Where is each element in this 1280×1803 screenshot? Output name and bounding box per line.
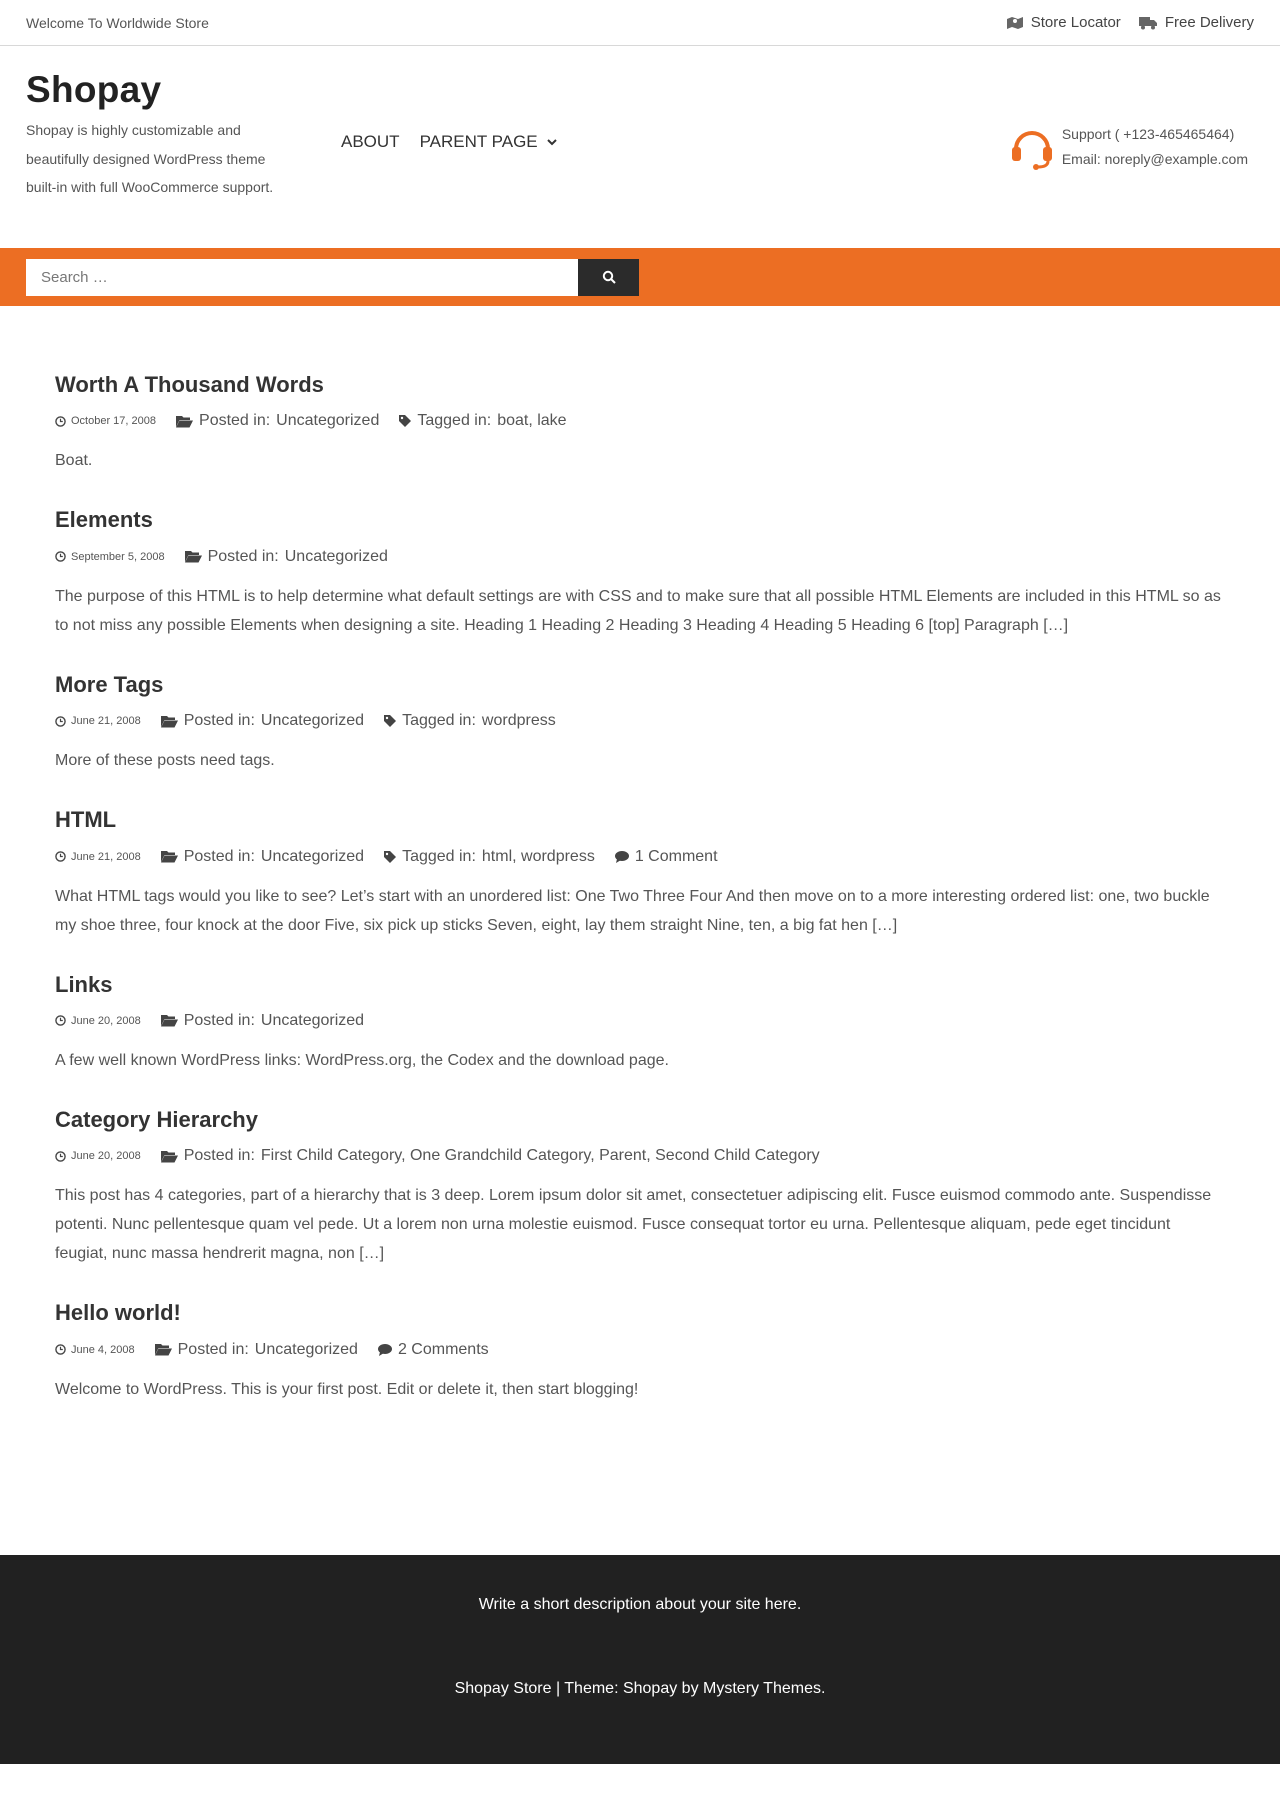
site-title[interactable]: Shopay [26, 69, 162, 110]
post-comments-link[interactable] [615, 848, 718, 866]
site-description: Shopay is highly customizable and beautifully designed WordPress theme built-in with full WooCommerce support. [26, 122, 274, 196]
post-excerpt: Boat. [55, 452, 93, 470]
post [55, 807, 1225, 939]
posts-list [0, 306, 1280, 1555]
post [55, 372, 1225, 475]
category-link[interactable]: Uncategorized [260, 1011, 365, 1029]
post-date[interactable] [55, 1344, 135, 1356]
post-date[interactable] [55, 415, 156, 427]
post-title[interactable]: HTML [55, 807, 117, 833]
top-bar-links [1007, 14, 1254, 31]
post-excerpt: Welcome to WordPress. This is your first post. Edit or delete it, then start blogging! [55, 1380, 639, 1398]
category-link[interactable]: First Child Category, One Grandchild Category, Parent, Second Child Category [260, 1147, 820, 1165]
post-date-text: September 5, 2008 [71, 550, 165, 563]
headset-icon [1008, 123, 1056, 171]
post-tags [399, 412, 566, 430]
free-delivery-label: Free Delivery [1164, 14, 1254, 31]
post-meta [55, 1012, 1225, 1030]
post-comments-link[interactable] [378, 1341, 489, 1359]
category-link[interactable]: Uncategorized [260, 847, 365, 865]
tagged-in-label: Tagged in: [402, 847, 476, 865]
category-link[interactable]: Uncategorized [254, 1340, 358, 1358]
post-categories [161, 848, 364, 866]
support-info [1008, 122, 1248, 172]
folder-open-icon [176, 415, 193, 428]
category-link[interactable]: Uncategorized [284, 547, 388, 565]
tag-icon [384, 851, 396, 863]
tag-link[interactable]: html, wordpress [481, 847, 595, 865]
post-excerpt: More of these posts need tags. [55, 752, 275, 770]
post-date-text: June 21, 2008 [71, 715, 141, 728]
post-title[interactable]: Category Hierarchy [55, 1106, 258, 1132]
clock-icon [55, 1015, 66, 1026]
support-phone: Support ( +123-465465464) [1061, 126, 1235, 142]
folder-open-icon [161, 715, 178, 728]
post-date-text: June 20, 2008 [71, 1150, 141, 1163]
clock-icon [55, 551, 66, 562]
site-footer [0, 1555, 1280, 1764]
post-date[interactable] [55, 1150, 141, 1162]
post-categories [185, 548, 388, 566]
main-navigation [341, 132, 558, 152]
tag-icon [384, 715, 396, 727]
footer-copyright: Shopay Store | Theme: Shopay by Mystery Themes. [454, 1680, 826, 1697]
comment-icon [615, 851, 629, 863]
posted-in-label: Posted in: [177, 1340, 249, 1358]
post-categories [176, 412, 379, 430]
post [55, 672, 1225, 775]
footer-description: Write a short description about your site here. [478, 1596, 802, 1613]
map-icon [1007, 16, 1023, 30]
truck-icon [1139, 16, 1157, 30]
store-locator-link[interactable] [1007, 14, 1121, 31]
post-date-text: June 20, 2008 [71, 1014, 141, 1027]
post-categories [161, 712, 364, 730]
post-title[interactable]: Hello world! [55, 1300, 181, 1326]
site-branding [26, 68, 286, 202]
posted-in-label: Posted in: [183, 712, 255, 730]
comments-count: 2 Comments [397, 1340, 489, 1358]
post-title[interactable]: More Tags [55, 671, 164, 697]
search-form [26, 259, 639, 296]
post-date[interactable] [55, 715, 141, 727]
tagged-in-label: Tagged in: [417, 412, 492, 430]
post-excerpt: The purpose of this HTML is to help determine what default settings are with CSS and to make sure that all possible HTML Elements are included in this HTML so as to not miss any possible Elements when designing a site. Heading 1 Heading 2 Heading 3 Heading 4 Heading 5 Heading 6 [top] Paragraph […] [55, 587, 1221, 634]
post-date-text: June 4, 2008 [71, 1343, 135, 1356]
free-delivery-link[interactable] [1139, 14, 1254, 31]
nav-item-about[interactable] [341, 132, 400, 152]
clock-icon [55, 851, 66, 862]
tag-link[interactable]: boat, lake [497, 412, 567, 430]
category-link[interactable]: Uncategorized [276, 412, 380, 430]
posted-in-label: Posted in: [183, 1147, 255, 1165]
post-meta [55, 412, 1225, 430]
post-title[interactable]: Worth A Thousand Words [55, 372, 324, 397]
search-input[interactable] [26, 259, 578, 296]
post-categories [161, 1012, 364, 1030]
folder-open-icon [161, 850, 178, 863]
tag-link[interactable]: wordpress [481, 712, 556, 730]
top-bar [0, 0, 1280, 46]
post-tags [384, 848, 595, 866]
store-locator-label: Store Locator [1030, 14, 1121, 31]
tagged-in-label: Tagged in: [402, 712, 476, 730]
post-title[interactable]: Elements [55, 507, 153, 533]
post-meta [55, 1341, 1225, 1359]
post-categories [161, 1147, 820, 1165]
post-meta [55, 848, 1225, 866]
post-excerpt: What HTML tags would you like to see? Let’s start with an unordered list: One Two Three Four And then move on to a more interesting ordered list: one, two buckle my shoe three, four knock at the door Five, six pick up sticks Seven, eight, lay them straight Nine, ten, a big fat hen […] [55, 887, 1210, 934]
post [55, 972, 1225, 1075]
folder-open-icon [161, 1150, 178, 1163]
post-date[interactable] [55, 851, 141, 863]
welcome-text: Welcome To Worldwide Store [26, 14, 209, 31]
post [55, 1300, 1225, 1403]
folder-open-icon [185, 550, 202, 563]
search-button[interactable] [578, 259, 639, 296]
support-lines [1062, 122, 1248, 172]
clock-icon [55, 1344, 66, 1355]
clock-icon [55, 416, 66, 427]
post-date[interactable] [55, 1015, 141, 1027]
category-link[interactable]: Uncategorized [260, 712, 365, 730]
nav-item-parent-page[interactable] [420, 132, 558, 152]
nav-item-label: PARENT PAGE [419, 132, 538, 151]
search-bar [0, 248, 1280, 306]
site-header [0, 46, 1280, 248]
tag-icon [399, 415, 411, 427]
post-excerpt: A few well known WordPress links: WordPress.org, the Codex and the download page. [55, 1051, 669, 1069]
post-date-text: October 17, 2008 [71, 415, 157, 428]
post [55, 507, 1225, 639]
chevron-down-icon [546, 136, 558, 148]
search-icon [602, 270, 616, 284]
comments-count: 1 Comment [634, 847, 718, 865]
post-excerpt: This post has 4 categories, part of a hierarchy that is 3 deep. Lorem ipsum dolor sit amet, consectetuer adipiscing elit. Fusce euismod commodo ante. Suspendisse potenti. Nunc pellentesque quam vel pede. Ut a lorem non urna molestie euismod. Fusce consequat tortor eu urna. Pellentesque aliquam, pede eget tincidunt feugiat, nunc massa hendrerit magna, non […] [55, 1187, 1212, 1263]
post-date[interactable] [55, 551, 165, 563]
posted-in-label: Posted in: [183, 1011, 255, 1029]
folder-open-icon [155, 1343, 172, 1356]
post-tags [384, 712, 556, 730]
posted-in-label: Posted in: [199, 412, 271, 430]
post-meta [55, 712, 1225, 730]
post-title[interactable]: Links [55, 971, 113, 997]
nav-item-label: ABOUT [341, 132, 400, 151]
support-email: Email: noreply@example.com [1061, 151, 1248, 167]
posted-in-label: Posted in: [183, 847, 255, 865]
post-date-text: June 21, 2008 [71, 850, 141, 863]
comment-icon [378, 1344, 392, 1356]
post-meta [55, 548, 1225, 566]
post [55, 1107, 1225, 1268]
clock-icon [55, 716, 66, 727]
clock-icon [55, 1151, 66, 1162]
posted-in-label: Posted in: [207, 547, 279, 565]
folder-open-icon [161, 1014, 178, 1027]
post-categories [155, 1341, 358, 1359]
post-meta [55, 1147, 1225, 1165]
